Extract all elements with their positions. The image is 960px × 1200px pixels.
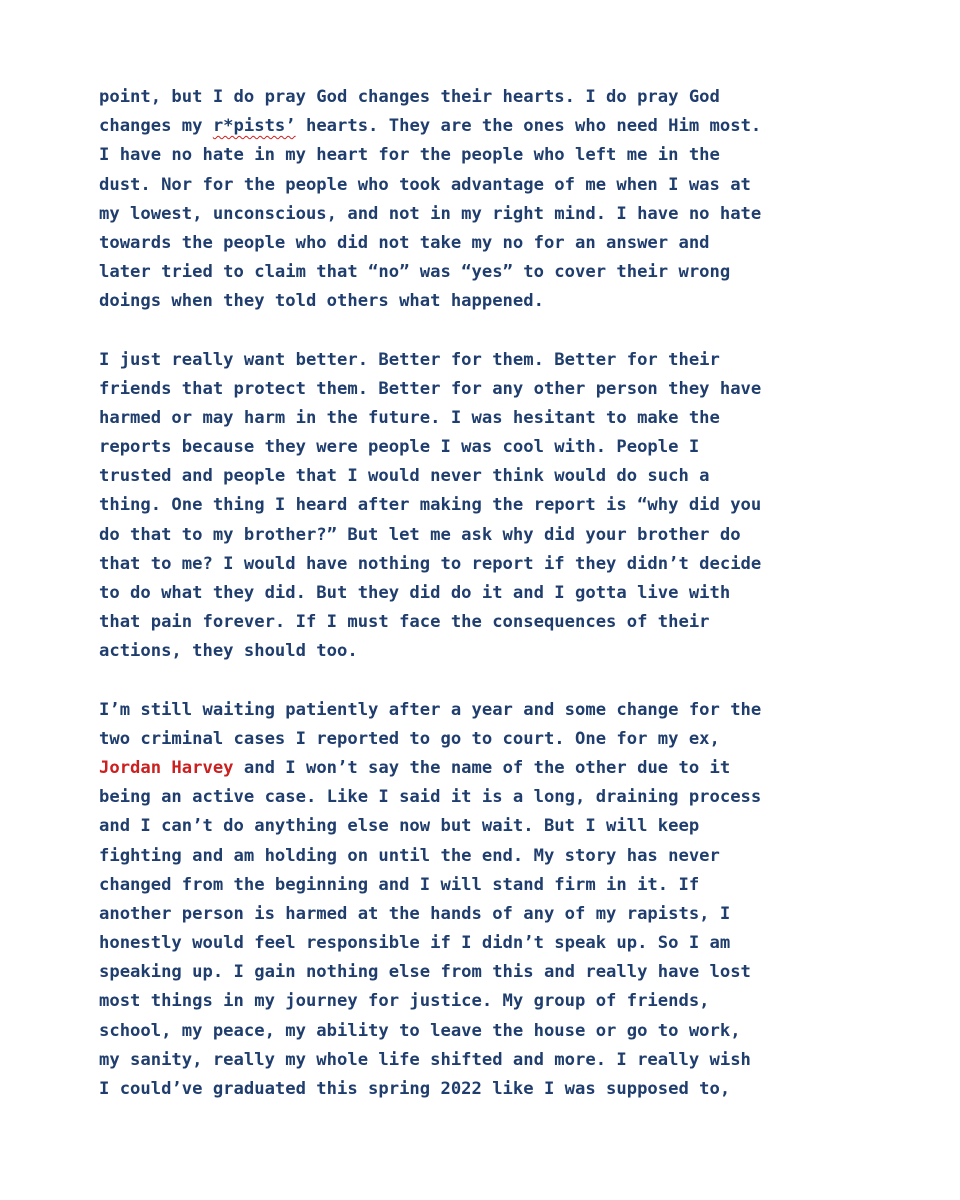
spellcheck-underlined-word[interactable]: r*pists’ — [212, 116, 296, 137]
text-line: to do what they did. But they did do it and I gotta live with — [99, 583, 731, 603]
text-line: I’m still waiting patiently after a year and some change for the — [99, 699, 762, 720]
text-line: I have no hate in my heart for the people who left me in the — [99, 145, 720, 166]
text-line: later tried to claim that “no” was “yes” to cover their wrong — [99, 262, 731, 283]
text-line: my sanity, really my whole life shifted and more. I really wish — [99, 1049, 751, 1070]
text-line — [99, 754, 919, 783]
text-line: actions, they should too. — [99, 641, 358, 662]
text-line: my lowest, unconscious, and not in my right mind. I have no hate — [99, 203, 762, 224]
text-line: do that to my brother?” But let me ask why did your brother do — [99, 524, 741, 545]
paragraph-3 — [99, 696, 919, 1105]
text-line: I could’ve graduated this spring 2022 like I was supposed to, — [99, 1079, 731, 1099]
text-line: being an active case. Like I said it is a long, draining process — [99, 787, 762, 808]
text-line: honestly would feel responsible if I didn’t speak up. So I am — [99, 933, 731, 954]
text-line: school, my peace, my ability to leave the house or go to work, — [99, 1020, 741, 1041]
text-line: most things in my journey for justice. My group of friends, — [99, 991, 710, 1012]
text-line: harmed or may harm in the future. I was hesitant to make the — [99, 407, 720, 428]
text-line: thing. One thing I heard after making the report is “why did you — [99, 495, 762, 516]
paragraph-1 — [99, 83, 919, 317]
text-line: reports because they were people I was cool with. People I — [99, 437, 700, 458]
text-line — [99, 112, 919, 141]
text-line: that to me? I would have nothing to report if they didn’t decide — [99, 553, 762, 574]
text-segment: changes my — [99, 116, 213, 137]
text-line: doings when they told others what happened. — [99, 291, 544, 312]
paragraph-2 — [99, 346, 919, 667]
text-line: speaking up. I gain nothing else from this and really have lost — [99, 962, 751, 983]
text-line: I just really want better. Better for them. Better for their — [99, 349, 720, 370]
text-line: another person is harmed at the hands of any of my rapists, I — [99, 903, 731, 924]
text-line: fighting and am holding on until the end. My story has never — [99, 845, 720, 866]
text-segment: hearts. They are the ones who need Him most. — [295, 116, 762, 137]
text-line: dust. Nor for the people who took advantage of me when I was at — [99, 174, 751, 195]
text-segment: and I won’t say the name of the other due to it — [233, 757, 731, 778]
text-line: friends that protect them. Better for any other person they have — [99, 378, 762, 399]
highlighted-name: Jordan Harvey — [99, 757, 234, 778]
text-line: trusted and people that I would never think would do such a — [99, 466, 710, 487]
text-line: and I can’t do anything else now but wait. But I will keep — [99, 816, 700, 837]
text-line: point, but I do pray God changes their hearts. I do pray God — [99, 87, 720, 107]
text-line: two criminal cases I reported to go to court. One for my ex, — [99, 728, 720, 749]
text-line: changed from the beginning and I will stand firm in it. If — [99, 874, 700, 895]
document-page — [99, 83, 919, 1133]
text-line: towards the people who did not take my no for an answer and — [99, 232, 710, 253]
text-line: that pain forever. If I must face the consequences of their — [99, 612, 710, 633]
